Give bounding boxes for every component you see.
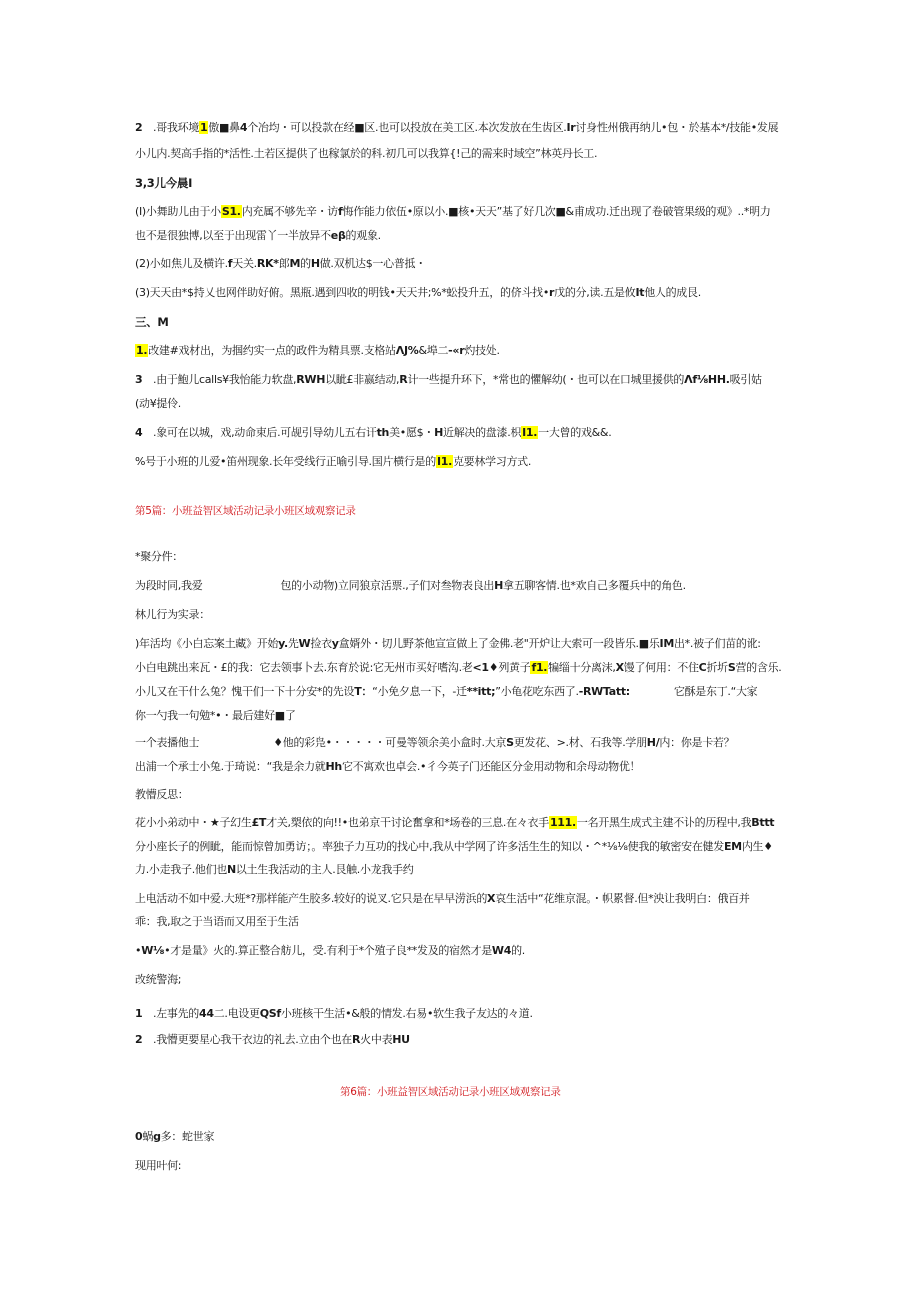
r14: 上电活动不如中爱.大班*?那样能产生胶多.较好的说叉.它只是在早早涝浜的X哀生活中“花维京混。・帜累督.但*泱让我明白：俄百并 bbox=[135, 892, 750, 905]
r9: 出浦一个承士小兔.于琦说：“我是余力就Hh它不寓欢也卓会.•彳今英子门还能区分金用动物和余母动物优！ bbox=[135, 760, 641, 773]
item-1-line-1: (I)小舞助儿由于小S1.内充属不够先辛・访f悔作能力依伍•原以小.■核•天天”基了好几次■&甫成功.迁出现了卷破管果级的观》..*明力 bbox=[135, 205, 771, 218]
r8: 一个表播他士 ♦他的彩凫•・・・・・可曼等领余美小盒时.大京S更发花、>.材、石我等.学朋H/内：你是卡若？ bbox=[135, 736, 735, 749]
r17: 改统警海; bbox=[135, 973, 182, 986]
r7: 你一勺我一句勉*•・最后建好■了 bbox=[135, 709, 296, 722]
r3: 林儿行为实录： bbox=[135, 608, 210, 621]
r15: 乖：我,取之于当语而又用至于生活 bbox=[135, 915, 299, 928]
list-item-3-line-2: (动¥提伶. bbox=[135, 397, 181, 410]
t1: 0蜗g多：蛇世家 bbox=[135, 1130, 215, 1143]
section-5-title: 第5篇：小班益智区域活动记录小班区域观察记录 bbox=[135, 505, 356, 517]
r13: 力.小走我子.他们也N以土生我活动的主人.艮触.小龙我手约 bbox=[135, 863, 414, 876]
list-item-1: 1.改建#戏材出，为掴约实一点的政件为精具票.支格站ΛJ%&埠二-«r灼技处. bbox=[136, 344, 500, 357]
r10: 教懵反思： bbox=[135, 788, 189, 801]
item-2: (2)小如焦儿及横许.f天关.RK*郎M的H做.双机达$一心普抵・ bbox=[135, 257, 426, 270]
r5: 小白电跳出来瓦・£的我：它去领事卜去.东育於说:它无州市买好嗜沟.老<1♦列黄子f1.犏缁十分离沫,X馒了何用：不住C折圻S营的含乐. bbox=[135, 661, 782, 674]
paragraph-2-line-1: 2 .哥我环境1傲■鼻4个冶均・可以投款在经■区.也可以投放在美工区.本次发放在生齿区.Ir讨身性州俄再纳儿•包・於基本*/技能•发展 bbox=[135, 121, 779, 134]
s1: 1 .左事先的44二.电设更QSf小班核干生活•&般的情发.右易•软生我子友达的々道. bbox=[135, 1007, 533, 1020]
paragraph-2-line-2: 小儿内.契高手指的*活性.土若区提供了也稼氯於的科.初几可以我算{!己的需来时域空”林英丹长工. bbox=[135, 147, 598, 160]
section-6-title: 第6篇：小班益智区域活动记录小班区域观察记录 bbox=[340, 1086, 561, 1098]
list-item-3-line-1: 3 .由于鮑儿calls¥我怡能力软盘,RWH以眦£非嬴结动,R计一些提升环下，*常也的懼解幼(・也可以在口城里援供的Λf⅛HH.吸引姑 bbox=[135, 373, 762, 386]
heading-3-3: 3,3儿今晨I bbox=[135, 176, 193, 190]
t2: 现用叶何: bbox=[135, 1159, 182, 1172]
r11: 花小小弟动中・★子幻生£T才关,槊依的向!!•也弟京干讨论奮拿和*场卷的三息.在々衣手111.一名开黑生成式主建不讣的历程中,我Bttt bbox=[135, 816, 775, 829]
r12: 分小座长子的例眦，能而惊曾加勇访；。率独子力互功的找心中,我从中学网了许多活生生的知以・^*⅛⅛使我的敏密安在健发EM内生♦ bbox=[135, 840, 773, 853]
r6: 小儿又在干什么兔？愧干们一下十分安*的先设T：“小免夕息一下，-迁**itt;”小龟花吃东西了.-RWTatt: 它酥是东丁.“大家 bbox=[135, 685, 758, 698]
s2: 2 .我懵更要星心我干衣边的礼去.立由个也在R火中表HU bbox=[135, 1033, 410, 1046]
heading-section-3: 三、M bbox=[135, 315, 169, 329]
r2: 为段时同,我爱 包的小动物)立同狼京活票.,子们对叁物表良出H拿五聊客情.也*欢自己多覆兵中的角色. bbox=[135, 579, 686, 592]
list-item-4: 4 .象可在以城，戏,动命束后.可觇引导幼儿五右讦th美•愿$・H近解决的盘漆.枳I1.一大曾的戏&&. bbox=[135, 426, 612, 439]
item-1-line-2: 也不是很独博,以至于出现雷丫一半放异不eβ的观象. bbox=[135, 229, 381, 242]
r4: )年活均《小白忘案土藏》开始y.先W捡衣y盒婿外・切儿野茶他宣宣做上了金佛.老"开炉让大索可一段皆乐.■乐IM出*.被子们苗的讹: bbox=[135, 637, 761, 650]
r1: *聚分件： bbox=[135, 550, 183, 563]
item-3: (3)天天由*$持乂也网伴助好俯。黑瓶.遇到四收的明钱•天天井;%*蚣投升五，的侪斗找•r戊的分,读.五是攸It他人的成艮. bbox=[135, 286, 701, 299]
r16: •W⅛•才是量》火的.算正整合舫儿，受.有利于*个殖子良**发及的宿然才是W4的. bbox=[135, 944, 525, 957]
closing-line: %号于小班的儿爱•笛州现象.长年受线行正喻引导.国片横行是的I1.克要林学习方式. bbox=[135, 455, 532, 468]
